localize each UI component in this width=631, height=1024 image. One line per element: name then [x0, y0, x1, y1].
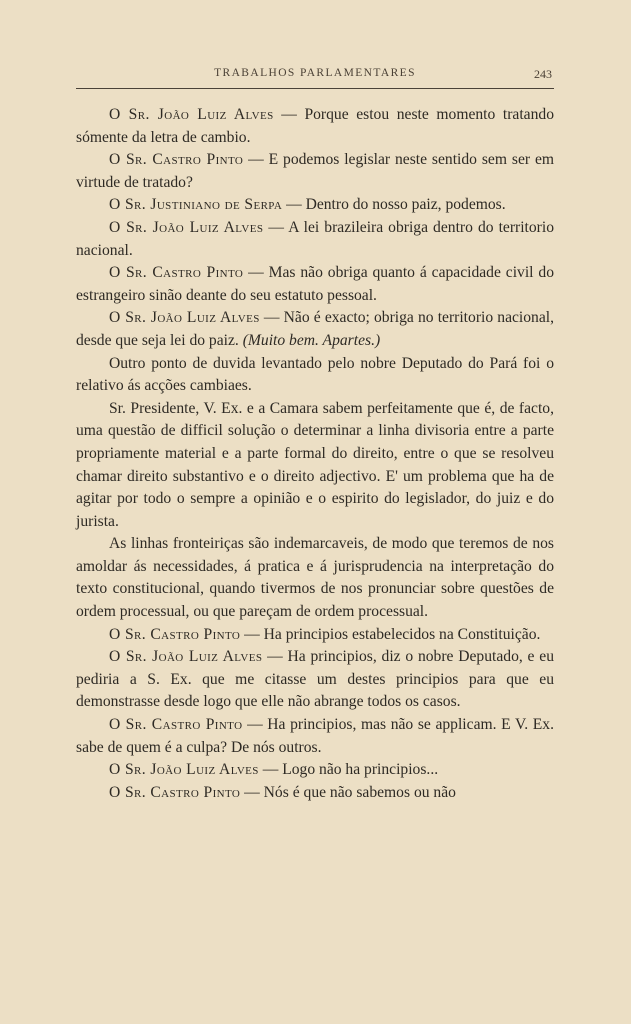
body-text	[76, 104, 554, 804]
speaker-name: O Sr. João Luiz Alves	[109, 648, 263, 666]
paragraph	[76, 262, 554, 307]
paragraph-text: — Ha principios, mas não se applicam. E V. Ex. sabe de quem é a culpa? De nós outros.	[76, 716, 554, 756]
paragraph-text: — Porque estou neste momento tratando sómente da letra de cambio.	[76, 106, 554, 146]
paragraph	[76, 104, 554, 149]
paragraph-text: — Nós é que não sabemos ou não	[240, 783, 456, 801]
speaker-name: O Sr. Castro Pinto	[109, 264, 244, 282]
parliamentary-aside: (Muito bem. Apartes.)	[242, 331, 381, 349]
paragraph-text: — Ha principios, diz o nobre Deputado, e eu pediria a S. Ex. que me citasse um destes principios para que eu demonstrasse desde logo que elle não abrange todos os casos.	[76, 648, 554, 711]
speaker-name: O Sr. Castro Pinto	[109, 625, 241, 643]
speaker-name: O Sr. João Luiz Alves	[109, 106, 274, 123]
paragraph	[76, 782, 554, 805]
paragraph	[76, 714, 554, 759]
speaker-name: O Sr. Justiniano de Serpa	[109, 196, 283, 214]
paragraph-text: — Dentro do nosso paiz, podemos.	[282, 196, 506, 214]
speaker-name: O Sr. João Luiz Alves	[109, 309, 260, 327]
page-header	[76, 64, 554, 89]
speaker-name: O Sr. Castro Pinto	[109, 783, 241, 801]
paragraph-text: — A lei brazileira obriga dentro do territorio nacional.	[76, 218, 554, 259]
paragraph	[76, 353, 554, 398]
paragraph-text: Outro ponto de duvida levantado pelo nobre Deputado do Pará foi o relativo ás acções cambiaes.	[76, 354, 554, 395]
paragraph-text: — Logo não ha principios...	[258, 761, 439, 779]
page-number: 243	[534, 67, 552, 81]
paragraph	[76, 624, 554, 647]
paragraph-text: — E podemos legislar neste sentido sem ser em virtude de tratado?	[76, 151, 554, 191]
speaker-name: O Sr. Castro Pinto	[109, 151, 244, 169]
paragraph	[76, 398, 554, 534]
paragraph-text: — Ha principios estabelecidos na Constituição.	[240, 625, 541, 643]
paragraph-text: As linhas fronteiriças são indemarcaveis, de modo que teremos de nos amoldar ás necessidades, á pratica e á jurisprudencia na interpretação do texto constitucional, quando tivermos de nos pronunciar sobre questões de ordem processual, ou que pareçam de ordem processual.	[76, 535, 554, 621]
paragraph	[76, 646, 554, 714]
paragraph	[76, 217, 554, 262]
running-head: TRABALHOS PARLAMENTARES	[214, 67, 416, 79]
paragraph-text: Sr. Presidente, V. Ex. e a Camara sabem perfeitamente que é, de facto, uma questão de difficil solução o determinar a linha divisoria entre a parte propriamente material e a parte formal do direito, entre o que se resolveu chamar direito substantivo e o direito adjectivo. E' um problema que ha de agitar por todo o sempre a opinião e o espirito do legislador, do juiz e do jurista.	[76, 399, 554, 530]
speaker-name: O Sr. João Luiz Alves	[109, 761, 259, 779]
paragraph-text: — Não é exacto; obriga no territorio nacional, desde que seja lei do paiz.	[76, 309, 554, 349]
paragraph	[76, 533, 554, 623]
paragraph	[76, 759, 554, 782]
paragraph	[76, 149, 554, 194]
speaker-name: O Sr. Castro Pinto	[109, 716, 243, 734]
paragraph	[76, 194, 554, 217]
paragraph-text: — Mas não obriga quanto á capacidade civil do estrangeiro sinão deante do seu estatuto pessoal.	[76, 264, 554, 304]
speaker-name: O Sr. João Luiz Alves	[109, 218, 264, 236]
paragraph	[76, 307, 554, 352]
